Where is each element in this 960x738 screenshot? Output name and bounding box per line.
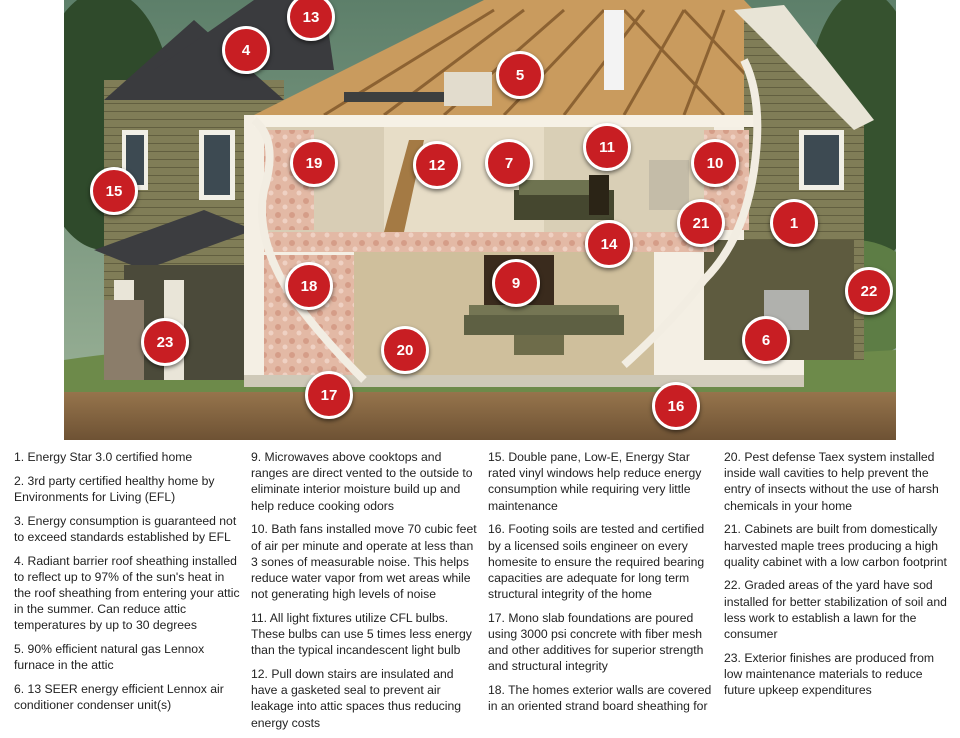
legend-item: 1. Energy Star 3.0 certified home [14,450,193,464]
legend-column-3 [488,449,714,722]
callout-badge-9[interactable]: 9 [492,259,540,307]
callout-badge-6[interactable]: 6 [742,316,790,364]
legend-item: 23. Exterior finishes are produced from low maintenance materials to reduce future upkeep expenditures [724,650,934,698]
legend-item: 18. The homes exterior walls are covered in an oriented strand board sheathing for [488,683,712,714]
features-legend [14,449,954,730]
legend-item: 22. Graded areas of the yard have sod installed for better stabilization of soil and less work to establish a lawn for the consumer [724,578,947,642]
legend-column-1 [14,449,240,721]
legend-item: 2. 3rd party certified healthy home by Environments for Living (EFL) [14,473,215,504]
callout-badge-11[interactable]: 11 [583,123,631,171]
legend-item: 10. Bath fans installed move 70 cubic feet of air per minute and operate at less than 3 sones of measurable noise. This helps reduce water vapor from wet areas while not generating high levels of noise [251,522,477,602]
house-cutaway-illustration [64,0,896,440]
legend-item: 17. Mono slab foundations are poured using 3000 psi concrete with fiber mesh and other additives for superior strength and structural integrity [488,610,704,674]
legend-item: 21. Cabinets are built from domestically harvested maple trees producing a high quality cabinet with a low carbon footprint [724,522,947,569]
callout-badge-7[interactable]: 7 [485,139,533,187]
legend-item: 20. Pest defense Taex system installed inside wall cavities to help prevent the entry of insects without the use of harsh chemicals in your home [724,450,939,513]
callout-badge-12[interactable]: 12 [413,141,461,189]
legend-column-2 [251,449,477,738]
legend-item: 3. Energy consumption is guaranteed not to exceed standards established by EFL [14,513,237,544]
callout-badge-14[interactable]: 14 [585,220,633,268]
legend-column-4 [724,449,952,706]
legend-item: 15. Double pane, Low-E, Energy Star rated vinyl windows help reduce energy consumption while requiring very little maintenance [488,450,702,513]
legend-item: 6. 13 SEER energy efficient Lennox air conditioner condenser unit(s) [14,681,224,713]
callout-badge-16[interactable]: 16 [652,382,700,430]
callout-badge-13[interactable]: 13 [287,0,335,41]
callout-badge-20[interactable]: 20 [381,326,429,374]
callout-badge-17[interactable]: 17 [305,371,353,419]
legend-item: 9. Microwaves above cooktops and ranges are direct vented to the outside to eliminate interior moisture build up and help reduce cooking odors [251,450,473,513]
callout-badge-4[interactable]: 4 [222,26,270,74]
legend-item: 12. Pull down stairs are insulated and have a gasketed seal to prevent air leakage into attic spaces thus reducing energy costs [251,666,462,730]
callout-badge-18[interactable]: 18 [285,262,333,310]
callout-badge-1[interactable]: 1 [770,199,818,247]
callout-badge-5[interactable]: 5 [496,51,544,99]
callout-badge-21[interactable]: 21 [677,199,725,247]
callout-badge-23[interactable]: 23 [141,318,189,366]
legend-item: 4. Radiant barrier roof sheathing installed to reflect up to 97% of the sun's heat in the roof sheathing from entering your attic in the summer. Can reduce attic temperatures by up to 30 degrees [14,553,240,633]
callout-badge-15[interactable]: 15 [90,167,138,215]
legend-item: 11. All light fixtures utilize CFL bulbs. These bulbs can use 5 times less energy than the typical incandescent light bulb [251,610,472,658]
callout-badge-22[interactable]: 22 [845,267,893,315]
callout-badge-10[interactable]: 10 [691,139,739,187]
legend-item: 5. 90% efficient natural gas Lennox furnace in the attic [14,642,205,673]
callout-badge-19[interactable]: 19 [290,139,338,187]
legend-item: 16. Footing soils are tested and certified by a licensed soils engineer on every homesite to ensure the required bearing capacities are adequate for long term structural integrity of the home [488,522,705,602]
